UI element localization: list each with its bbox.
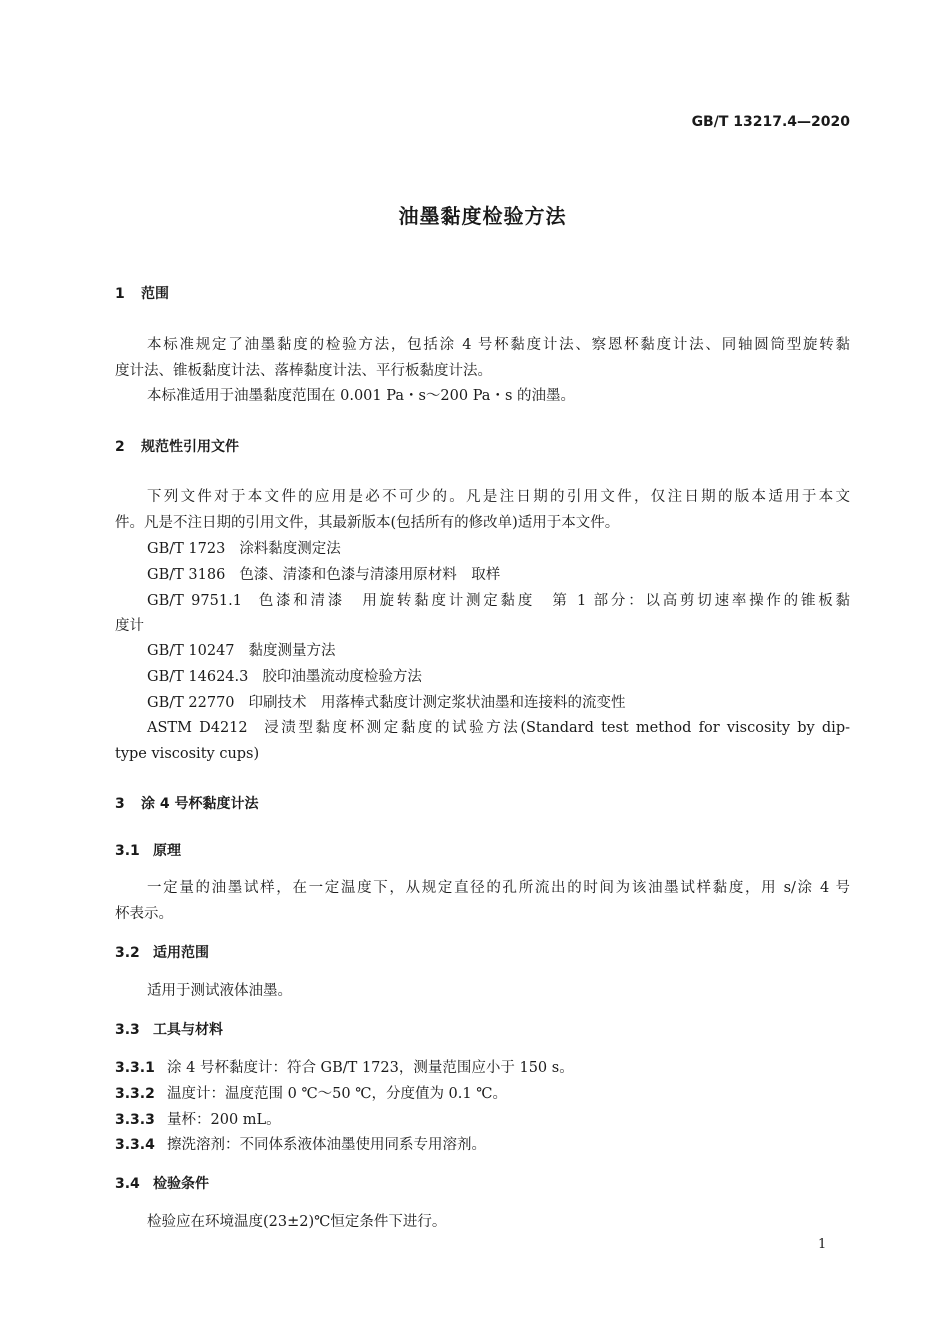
reference-title: 涂料黏度测定法	[239, 541, 341, 557]
paragraph-line: 本标准适用于油墨黏度范围在 0.001 Pa・s～200 Pa・s 的油墨。	[147, 388, 576, 404]
paragraph-line: 件。凡是不注日期的引用文件，其最新版本(包括所有的修改单)适用于本文件。	[115, 515, 620, 531]
reference-title: 色漆、清漆和色漆与清漆用原材料 取样	[239, 567, 501, 583]
clause-item	[115, 1084, 850, 1104]
reference-item	[147, 718, 850, 738]
page-number: 1	[818, 1237, 827, 1252]
document-title: 油墨黏度检验方法	[398, 204, 567, 228]
section-number: 1	[115, 286, 125, 302]
section-title: 原理	[153, 843, 181, 859]
clause-item	[115, 1110, 850, 1130]
reference-code: ASTM D4212	[147, 720, 248, 736]
paragraph-line: 下列文件对于本文件的应用是必不可少的。凡是注日期的引用文件，仅注日期的版本适用于本文	[147, 489, 850, 505]
reference-continuation: 度计	[115, 618, 144, 634]
clause-number: 3.3.2	[115, 1086, 155, 1102]
section-title: 规范性引用文件	[141, 439, 239, 455]
clause-item	[115, 1135, 850, 1155]
reference-continuation: type viscosity cups)	[115, 746, 260, 762]
reference-item	[147, 641, 850, 661]
clause-text: 涂 4 号杯黏度计：符合 GB/T 1723，测量范围应小于 150 s。	[167, 1060, 574, 1076]
section-number: 2	[115, 439, 125, 455]
reference-code: GB/T 14624.3	[147, 669, 249, 685]
section-number: 3.3	[115, 1022, 140, 1038]
reference-item	[147, 591, 850, 611]
reference-title: 浸渍型黏度杯测定黏度的试验方法(Standard test method for viscosity by dip-	[261, 720, 850, 736]
paragraph-line: 适用于测试液体油墨。	[147, 983, 292, 999]
section-number: 3.2	[115, 945, 140, 961]
reference-code: GB/T 10247	[147, 643, 235, 659]
paragraph-line: 杯表示。	[115, 906, 173, 922]
reference-code: GB/T 3186	[147, 567, 226, 583]
clause-number: 3.3.1	[115, 1060, 155, 1076]
section-title: 适用范围	[153, 945, 209, 961]
section-3-heading	[115, 794, 850, 814]
subsection-3-1-heading	[115, 841, 850, 861]
section-number: 3	[115, 796, 125, 812]
section-1-heading	[115, 284, 850, 304]
subsection-3-4-heading	[115, 1174, 850, 1194]
clause-number: 3.3.3	[115, 1112, 155, 1128]
reference-code: GB/T 22770	[147, 695, 235, 711]
clause-text: 擦洗溶剂：不同体系液体油墨使用同系专用溶剂。	[167, 1137, 486, 1153]
section-title: 检验条件	[153, 1176, 209, 1192]
clause-item	[115, 1058, 850, 1078]
section-number: 3.1	[115, 843, 140, 859]
reference-title: 胶印油墨流动度检验方法	[262, 669, 422, 685]
paragraph-line: 本标准规定了油墨黏度的检验方法，包括涂 4 号杯黏度计法、察恩杯黏度计法、同轴圆筒型旋转黏	[147, 337, 850, 353]
reference-title: 黏度测量方法	[248, 643, 336, 659]
reference-title: 印刷技术 用落棒式黏度计测定浆状油墨和连接料的流变性	[248, 695, 626, 711]
section-title: 范围	[141, 286, 169, 302]
reference-item	[147, 667, 850, 687]
subsection-3-3-heading	[115, 1020, 850, 1040]
section-number: 3.4	[115, 1176, 140, 1192]
reference-code: GB/T 1723	[147, 541, 226, 557]
section-2-heading	[115, 437, 850, 457]
reference-item	[147, 565, 850, 585]
clause-text: 温度计：温度范围 0 ℃～50 ℃，分度值为 0.1 ℃。	[167, 1086, 507, 1102]
reference-title: 色漆和清漆 用旋转黏度计测定黏度 第 1 部分：以高剪切速率操作的锥板黏	[255, 593, 850, 609]
clause-text: 量杯：200 mL。	[167, 1112, 281, 1128]
paragraph-line: 检验应在环境温度(23±2)℃恒定条件下进行。	[147, 1214, 447, 1230]
clause-number: 3.3.4	[115, 1137, 155, 1153]
subsection-3-2-heading	[115, 943, 850, 963]
paragraph-line: 度计法、锥板黏度计法、落棒黏度计法、平行板黏度计法。	[115, 363, 492, 379]
reference-item	[147, 539, 850, 559]
reference-item	[147, 693, 850, 713]
section-title: 涂 4 号杯黏度计法	[141, 796, 259, 812]
reference-code: GB/T 9751.1	[147, 593, 242, 609]
section-title: 工具与材料	[153, 1022, 223, 1038]
paragraph-line: 一定量的油墨试样，在一定温度下，从规定直径的孔所流出的时间为该油墨试样黏度，用 s/涂 4 号	[147, 880, 850, 896]
standard-code: GB/T 13217.4—2020	[691, 114, 850, 130]
